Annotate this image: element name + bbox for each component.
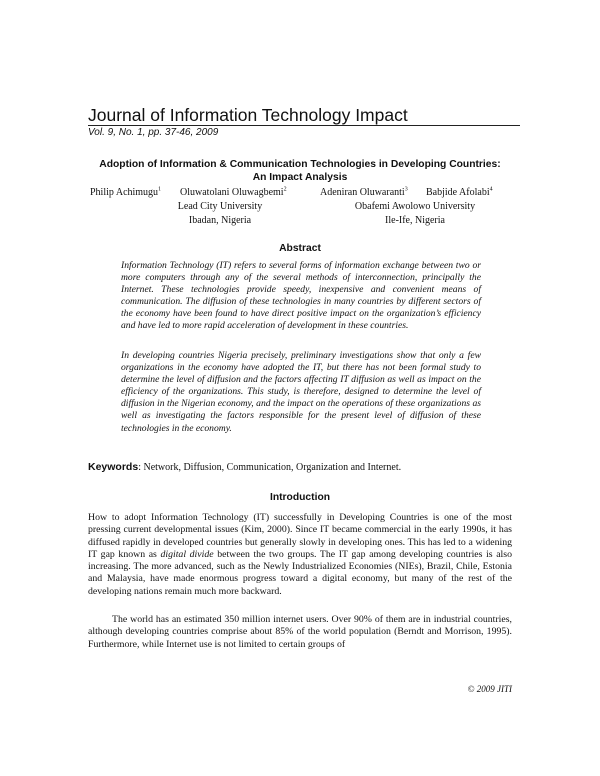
journal-issue: Vol. 9, No. 1, pp. 37-46, 2009 — [88, 127, 219, 138]
header-rule — [88, 125, 520, 126]
paper-title-line-2: An Impact Analysis — [252, 172, 348, 183]
author-2 — [180, 187, 287, 198]
keywords-label: Keywords — [88, 461, 139, 473]
affiliation-left-location: Ibadan, Nigeria — [188, 215, 252, 226]
journal-title: Journal of Information Technology Impact — [88, 105, 408, 125]
affiliation-right-institution: Obafemi Awolowo University — [354, 201, 476, 212]
paper-title-line-1: Adoption of Information & Communication Technologies in Developing Countries: — [99, 159, 501, 170]
author-name: Babjide Afolabi — [426, 187, 490, 198]
abstract-paragraph-1: Information Technology (IT) refers to several forms of information exchange between two or more computers through any of the several methods of interconnection, principally the Internet. These technologies provide speedy, inexpensive and convenient means of communication. The diffusion of these technologies in many countries by different sectors of the economy have been found to have direct positive impact on the organization’s efficiency and have led to more rapid acceleration of development in these countries. — [121, 260, 481, 332]
author-mark: 3 — [404, 186, 408, 193]
intro-p1-text-a: How to adopt Information Technology (IT) successfully in Developing Countries is one of the most pressing current developmental issues (Kim, 2000). Since IT became commercial in the early 1990s, it has diffused rapidly in developed countries but generally slowly in developing ones. This has led to a widening IT gap known as — [88, 512, 512, 560]
author-mark: 2 — [283, 186, 287, 193]
footer-copyright: © 2009 JITI — [467, 684, 512, 694]
author-mark: 4 — [489, 186, 493, 193]
affiliation-right-location: Ile-Ife, Nigeria — [385, 215, 445, 226]
abstract-heading: Abstract — [279, 243, 321, 254]
author-1 — [90, 187, 161, 198]
intro-p1-text-b: between the two groups. The IT gap among developing countries is also increasing. The more advanced, such as the Newly Industrialized Economies (NIEs), Brazil, Chile, Estonia and Malaysia, have made enormous progress toward a digital economy, but many of the rest of the developing nations remain much more backward. — [88, 548, 512, 597]
author-name: Oluwatolani Oluwagbemi — [180, 187, 284, 198]
keywords — [88, 461, 528, 473]
introduction-heading: Introduction — [269, 492, 331, 503]
intro-p1-italic-term: digital divide — [160, 548, 214, 560]
author-mark: 1 — [158, 186, 162, 193]
introduction-paragraph-1 — [88, 512, 512, 598]
paper-title — [80, 158, 520, 184]
affiliation-left-institution: Lead City University — [177, 201, 263, 212]
author-3 — [320, 187, 408, 198]
keywords-text: : Network, Diffusion, Communication, Organization and Internet. — [138, 462, 402, 473]
author-name: Adeniran Oluwaranti — [320, 187, 405, 198]
author-name: Philip Achimugu — [90, 187, 159, 198]
abstract-paragraph-2: In developing countries Nigeria precisely, preliminary investigations show that only a few organizations in the economy have adopted the IT, but there has not been formal study to determine the level of diffusion and the factors affecting IT diffusion as well as impact on the efficiency of the organizations. This study, is therefore, designed to determine the level of diffusion in the Nigerian economy, and the impact on the operations of these organizations as well as investigating the factors responsible for the present level of diffusion of these technologies in the economy. — [121, 350, 481, 434]
author-4 — [426, 187, 493, 198]
introduction-paragraph-2: The world has an estimated 350 million internet users. Over 90% of them are in industrial countries, although developing countries comprise about 85% of the world population (Berndt and Morrison, 1995). Furthermore, while Internet use is not limited to certain groups of — [88, 614, 512, 650]
